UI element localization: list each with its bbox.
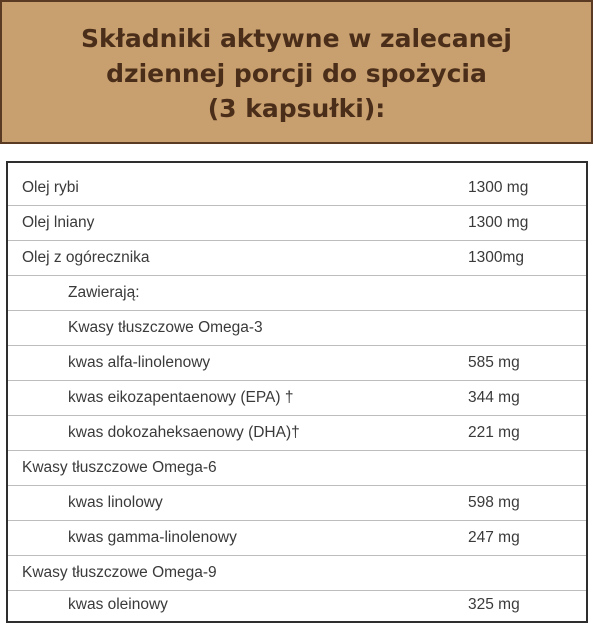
ingredient-name: Olej lniany [22, 214, 95, 231]
ingredients-table [6, 161, 588, 623]
ingredient-name: Olej rybi [22, 179, 79, 196]
ingredient-name: Olej z ogórecznika [22, 249, 150, 266]
table-row [8, 311, 586, 346]
header-title-line-1: Składniki aktywne w zalecanej [81, 23, 512, 53]
table-row [8, 206, 586, 241]
ingredient-name: kwas alfa-linolenowy [68, 354, 211, 371]
ingredient-amount: 598 mg [468, 494, 520, 511]
ingredient-name: kwas gamma-linolenowy [68, 529, 237, 546]
table-row [8, 276, 586, 311]
table-row [8, 521, 586, 556]
ingredient-amount: 1300mg [468, 249, 525, 266]
ingredient-amount: 1300 mg [468, 214, 529, 231]
ingredient-name: kwas eikozapentaenowy (EPA) † [68, 389, 294, 406]
ingredient-name: Kwasy tłuszczowe Omega-6 [22, 459, 217, 476]
table-row [8, 556, 586, 591]
header-title-line-3: (3 kapsułki): [207, 93, 386, 123]
table-row [8, 346, 586, 381]
ingredient-name: Zawierają: [68, 284, 140, 301]
table-row [8, 486, 586, 521]
table-row [8, 587, 586, 622]
table-row [8, 416, 586, 451]
table-row [8, 171, 586, 206]
ingredient-name: kwas linolowy [68, 494, 163, 511]
header-panel [0, 0, 593, 144]
table-row [8, 451, 586, 486]
ingredient-amount: 585 mg [468, 354, 520, 371]
ingredient-amount: 344 mg [468, 389, 520, 406]
ingredient-amount: 221 mg [468, 424, 520, 441]
ingredient-name: kwas oleinowy [68, 595, 168, 613]
ingredient-amount: 247 mg [468, 529, 520, 546]
table-row [8, 241, 586, 276]
ingredient-name: Kwasy tłuszczowe Omega-3 [68, 319, 263, 336]
header-title-line-2: dziennej porcji do spożycia [106, 58, 487, 88]
table-row [8, 381, 586, 416]
ingredient-amount: 1300 mg [468, 179, 529, 196]
ingredient-amount: 325 mg [468, 595, 520, 613]
ingredient-name: Kwasy tłuszczowe Omega-9 [22, 564, 217, 581]
ingredient-name: kwas dokozaheksaenowy (DHA)† [68, 424, 300, 441]
